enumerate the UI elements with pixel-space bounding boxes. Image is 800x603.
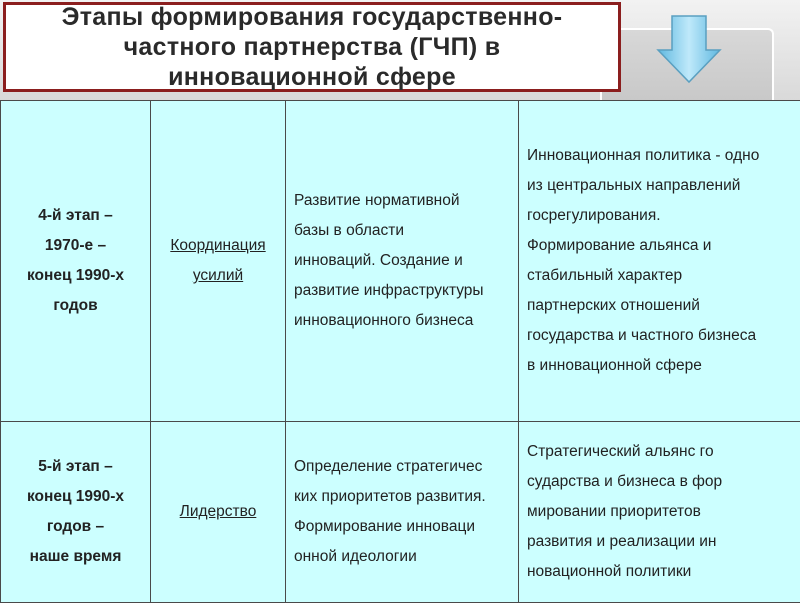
down-arrow-icon: [656, 14, 722, 84]
content-cell: Развитие нормативной базы в области инноваций. Создание и развитие инфраструктуры инновационного бизнеса: [286, 101, 519, 422]
result-cell: Стратегический альянс го сударства и бизнеса в фор мировании приоритетов развития и реализации ин новационной политики: [519, 422, 800, 603]
table-row: [1, 422, 800, 603]
form-label: Лидерство: [180, 503, 257, 520]
form-cell: [151, 101, 286, 422]
result-cell: Инновационная политика - одно из центральных направлений госрегулирования. Формирование альянса и стабильный характер партнерских отношений государства и частного бизнеса в инновационной сфере: [519, 101, 800, 422]
content-cell: Определение стратегичес ких приоритетов развития. Формирование инноваци онной идеологии: [286, 422, 519, 603]
stage-cell: 4-й этап – 1970-е – конец 1990-х годов: [1, 101, 151, 422]
stage-cell: 5-й этап – конец 1990-х годов – наше время: [1, 422, 151, 603]
form-label: Координация усилий: [170, 237, 265, 284]
title-box: [3, 2, 621, 92]
table-row: [1, 101, 800, 422]
form-cell: [151, 422, 286, 603]
slide-title: Этапы формирования государственно- частного партнерства (ГЧП) в инновационной сфере: [62, 2, 563, 92]
stages-table: [0, 100, 800, 603]
